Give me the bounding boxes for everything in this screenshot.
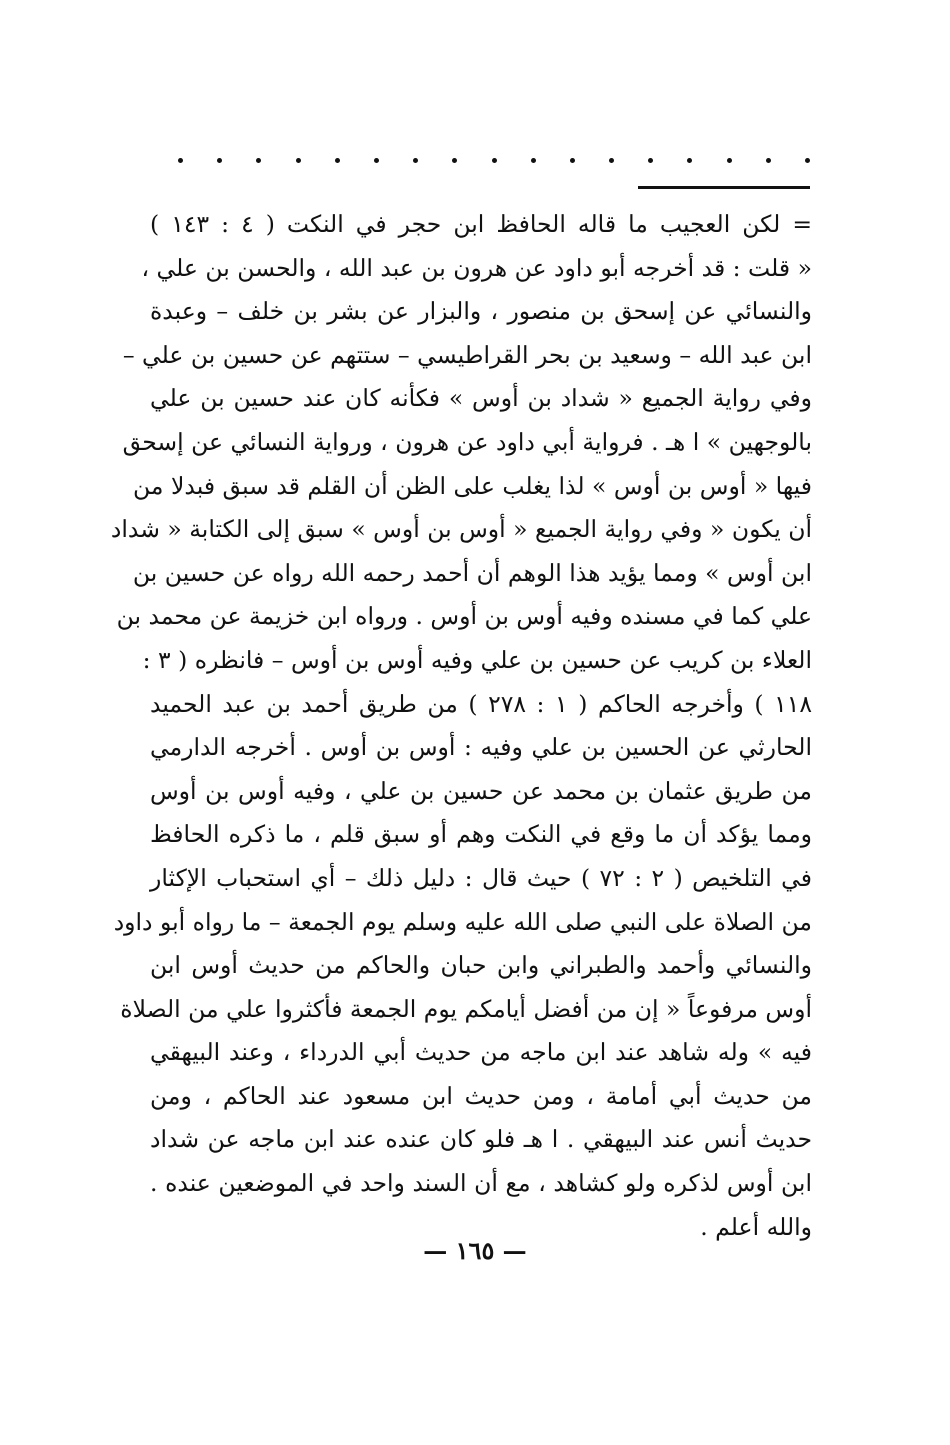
- ornament-dot: [648, 158, 653, 163]
- ornament-dot: [178, 158, 183, 163]
- footnote-line: العلاء بن كريب عن حسين بن علي وفيه أوس بن أوس – فانظره ( ٣ :: [142, 645, 812, 674]
- ornament-dot: [492, 158, 497, 163]
- footnote-line: والنسائي عن إسحق بن منصور ، والبزار عن بشر بن خلف – وعبدة: [150, 297, 812, 326]
- footnote-rule: [638, 186, 810, 189]
- ornament-dot: [374, 158, 379, 163]
- ornament-dot: [217, 158, 222, 163]
- ornament-dot: [531, 158, 536, 163]
- ornament-dot: [452, 158, 457, 163]
- footnote-line: والله أعلم .: [700, 1212, 812, 1241]
- ornament-dot: [335, 158, 340, 163]
- dotted-separator: [178, 150, 810, 170]
- footnote-line: بالوجهين » ا هـ . فرواية أبي داود عن هرون ، ورواية النسائي عن إسحق: [122, 427, 812, 456]
- page-number: — ١٦٥ —: [423, 1236, 527, 1265]
- ornament-dot: [805, 158, 810, 163]
- footnote-line: وفي رواية الجميع « شداد بن أوس » فكأنه كان عند حسين بن علي: [150, 384, 812, 413]
- ornament-dot: [766, 158, 771, 163]
- ornament-dot: [687, 158, 692, 163]
- footnote-line: الحارثي عن الحسين بن علي وفيه : أوس بن أوس . أخرجه الدارمي: [150, 733, 812, 762]
- footnote-line: علي كما في مسنده وفيه أوس بن أوس . ورواه ابن خزيمة عن محمد بن: [116, 602, 812, 631]
- footnote-text: [110, 203, 813, 1249]
- footnote-line: في التلخيص ( ٢ : ٧٢ ) حيث قال : دليل ذلك – أي استحباب الإكثار: [150, 863, 813, 892]
- footnote-line: ١١٨ ) وأخرجه الحاكم ( ١ : ٢٧٨ ) من طريق أحمد بن عبد الحميد: [150, 689, 813, 718]
- footnote-line: حديث أنس عند البيهقي . ا هـ فلو كان عنده عند ابن ماجه عن شداد: [150, 1125, 812, 1154]
- footnote-line: فيه » وله شاهد عند ابن ماجه من حديث أبي الدرداء ، وعند البيهقي: [150, 1038, 812, 1067]
- footnote-line: ابن أوس لذكره ولو كشاهد ، مع أن السند واحد في الموضعين عنده .: [150, 1169, 812, 1198]
- footnote-line: فيها « أوس بن أوس » لذا يغلب على الظن أن القلم قد سبق فبدلا من: [133, 471, 812, 500]
- footnote-line: من الصلاة على النبي صلى الله عليه وسلم يوم الجمعة – ما رواه أبو داود: [113, 907, 812, 936]
- footnote-line: أوس مرفوعاً « إن من أفضل أيامكم يوم الجمعة فأكثروا علي من الصلاة: [120, 994, 812, 1023]
- footnote-line: ومما يؤكد أن ما وقع في النكت وهم أو سبق قلم ، ما ذكره الحافظ: [150, 820, 812, 849]
- footnote-line: من طريق عثمان بن محمد عن حسين بن علي ، وفيه أوس بن أوس: [150, 776, 812, 805]
- footnote-line: ابن أوس » ومما يؤيد هذا الوهم أن أحمد رحمه الله رواه عن حسين بن: [132, 558, 812, 587]
- footnote-line: من حديث أبي أمامة ، ومن حديث ابن مسعود عند الحاكم ، ومن: [150, 1081, 812, 1110]
- footnote-line: والنسائي وأحمد والطبراني وابن حبان والحاكم من حديث أوس ابن: [150, 951, 812, 980]
- footnote-line: أن يكون « وفي رواية الجميع « أوس بن أوس » سبق إلى الكتابة « شداد: [110, 515, 812, 544]
- footnote-line: = لكن العجيب ما قاله الحافظ ابن حجر في النكت ( ٤ : ١٤٣ ): [150, 210, 813, 238]
- footnote-line: ابن عبد الله – وسعيد بن بحر القراطيسي – ستتهم عن حسين بن علي –: [122, 340, 812, 369]
- ornament-dot: [413, 158, 418, 163]
- footnote-line: « قلت : قد أخرجه أبو داود عن هرون بن عبد الله ، والحسن بن علي ،: [141, 253, 812, 282]
- ornament-dot: [727, 158, 732, 163]
- ornament-dot: [570, 158, 575, 163]
- ornament-dot: [609, 158, 614, 163]
- ornament-dot: [256, 158, 261, 163]
- ornament-dot: [296, 158, 301, 163]
